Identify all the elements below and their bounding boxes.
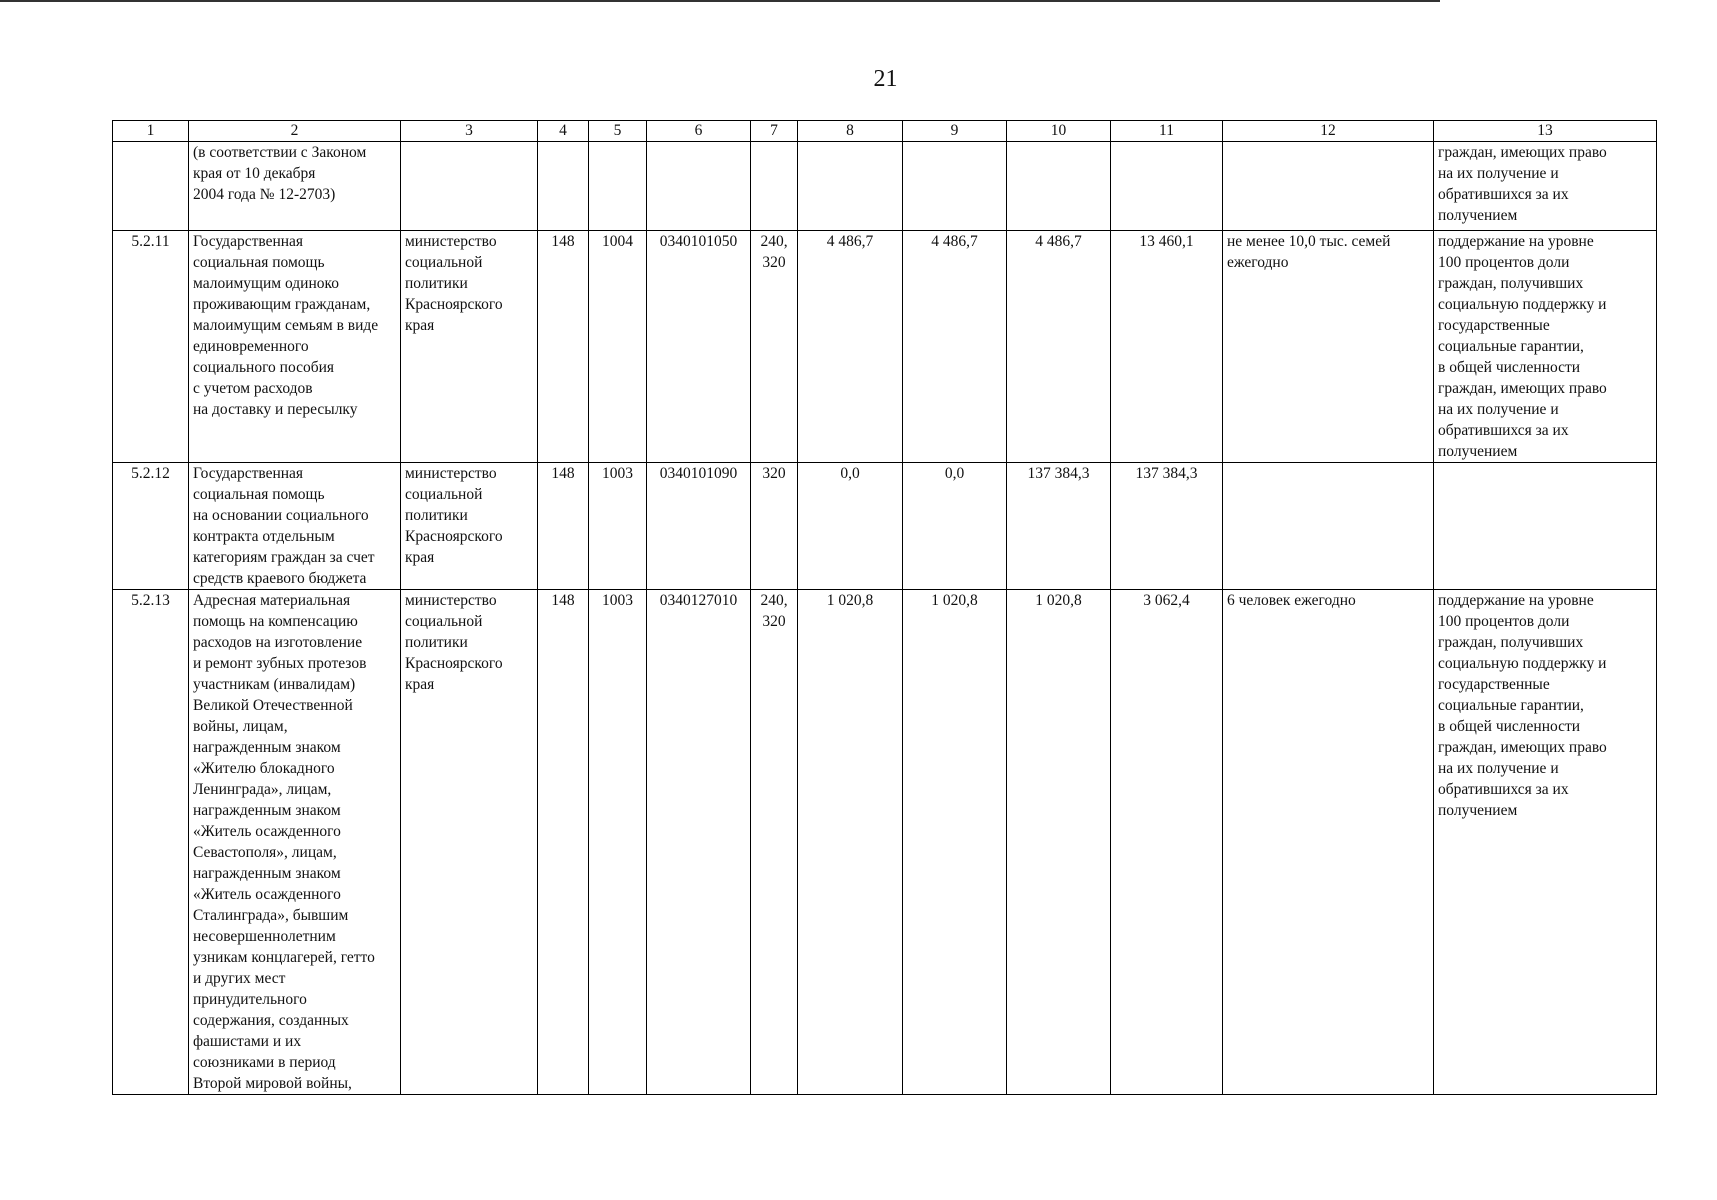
vr-code: 240, 320: [751, 231, 798, 463]
amount-total: 13 460,1: [1111, 231, 1223, 463]
executor: [401, 142, 538, 231]
column-header: 1: [113, 121, 189, 142]
table-row: [113, 142, 1657, 231]
table-row: [113, 463, 1657, 590]
expected-result: [1223, 463, 1434, 590]
column-header: 7: [751, 121, 798, 142]
column-header: 8: [798, 121, 903, 142]
expected-result: [1223, 142, 1434, 231]
measure-number: 5.2.12: [113, 463, 189, 590]
measure-number: 5.2.11: [113, 231, 189, 463]
executor: министерство социальной политики Красноярского края: [401, 231, 538, 463]
amount-year-1: [798, 142, 903, 231]
column-header: 10: [1007, 121, 1111, 142]
grbs-code: [538, 142, 589, 231]
rzpr-code: 1003: [589, 590, 647, 1095]
amount-total: 137 384,3: [1111, 463, 1223, 590]
rzpr-code: 1004: [589, 231, 647, 463]
measure-name: Адресная материальная помощь на компенсацию расходов на изготовление и ремонт зубных протезов участникам (инвалидам) Великой Отечественной войны, лицам, награжденным знаком «Жителю блокадного Ленинграда», лицам, награжденным знаком «Житель осажденного Севастополя», лицам, награжденным знаком «Житель осажденного Сталинграда», бывшим несовершеннолетним узникам концлагерей, гетто и других мест принудительного содержания, созданных фашистами и их союзниками в период Второй мировой войны,: [189, 590, 401, 1095]
amount-year-2: 0,0: [903, 463, 1007, 590]
column-header: 12: [1223, 121, 1434, 142]
column-header: 5: [589, 121, 647, 142]
amount-year-1: 4 486,7: [798, 231, 903, 463]
vr-code: 320: [751, 463, 798, 590]
amount-year-3: 1 020,8: [1007, 590, 1111, 1095]
column-header: 4: [538, 121, 589, 142]
grbs-code: 148: [538, 231, 589, 463]
executor: министерство социальной политики Красноярского края: [401, 590, 538, 1095]
csr-code: 0340101050: [647, 231, 751, 463]
amount-year-2: 4 486,7: [903, 231, 1007, 463]
target-indicator: поддержание на уровне 100 процентов доли граждан, получивших социальную поддержку и государственные социальные гарантии, в общей численности граждан, имеющих право на их получение и обратившихся за их получением: [1434, 590, 1657, 1095]
page-number: 21: [873, 66, 898, 92]
column-header: 2: [189, 121, 401, 142]
column-number-row: [113, 121, 1657, 142]
expected-result: не менее 10,0 тыс. семей ежегодно: [1223, 231, 1434, 463]
amount-total: [1111, 142, 1223, 231]
column-header: 6: [647, 121, 751, 142]
program-measures-table: [112, 120, 1657, 1095]
csr-code: 0340101090: [647, 463, 751, 590]
grbs-code: 148: [538, 590, 589, 1095]
amount-total: 3 062,4: [1111, 590, 1223, 1095]
csr-code: 0340127010: [647, 590, 751, 1095]
target-indicator: поддержание на уровне 100 процентов доли граждан, получивших социальную поддержку и государственные социальные гарантии, в общей численности граждан, имеющих право на их получение и обратившихся за их получением: [1434, 231, 1657, 463]
table-row: [113, 231, 1657, 463]
expected-result: 6 человек ежегодно: [1223, 590, 1434, 1095]
table-row: [113, 590, 1657, 1095]
top-border-line: [0, 0, 1440, 2]
measure-number: 5.2.13: [113, 590, 189, 1095]
measure-number: [113, 142, 189, 231]
measure-name: Государственная социальная помощь на основании социального контракта отдельным категориям граждан за счет средств краевого бюджета: [189, 463, 401, 590]
amount-year-3: [1007, 142, 1111, 231]
measure-name: Государственная социальная помощь малоимущим одиноко проживающим гражданам, малоимущим семьям в виде единовременного социального пособия с учетом расходов на доставку и пересылку: [189, 231, 401, 463]
amount-year-1: 1 020,8: [798, 590, 903, 1095]
executor: министерство социальной политики Красноярского края: [401, 463, 538, 590]
vr-code: 240, 320: [751, 590, 798, 1095]
amount-year-2: 1 020,8: [903, 590, 1007, 1095]
amount-year-3: 4 486,7: [1007, 231, 1111, 463]
target-indicator: граждан, имеющих право на их получение и обратившихся за их получением: [1434, 142, 1657, 231]
amount-year-2: [903, 142, 1007, 231]
vr-code: [751, 142, 798, 231]
grbs-code: 148: [538, 463, 589, 590]
amount-year-3: 137 384,3: [1007, 463, 1111, 590]
csr-code: [647, 142, 751, 231]
column-header: 3: [401, 121, 538, 142]
column-header: 13: [1434, 121, 1657, 142]
amount-year-1: 0,0: [798, 463, 903, 590]
target-indicator: [1434, 463, 1657, 590]
measure-name: (в соответствии с Законом края от 10 декабря 2004 года № 12-2703): [189, 142, 401, 231]
column-header: 11: [1111, 121, 1223, 142]
column-header: 9: [903, 121, 1007, 142]
rzpr-code: 1003: [589, 463, 647, 590]
rzpr-code: [589, 142, 647, 231]
